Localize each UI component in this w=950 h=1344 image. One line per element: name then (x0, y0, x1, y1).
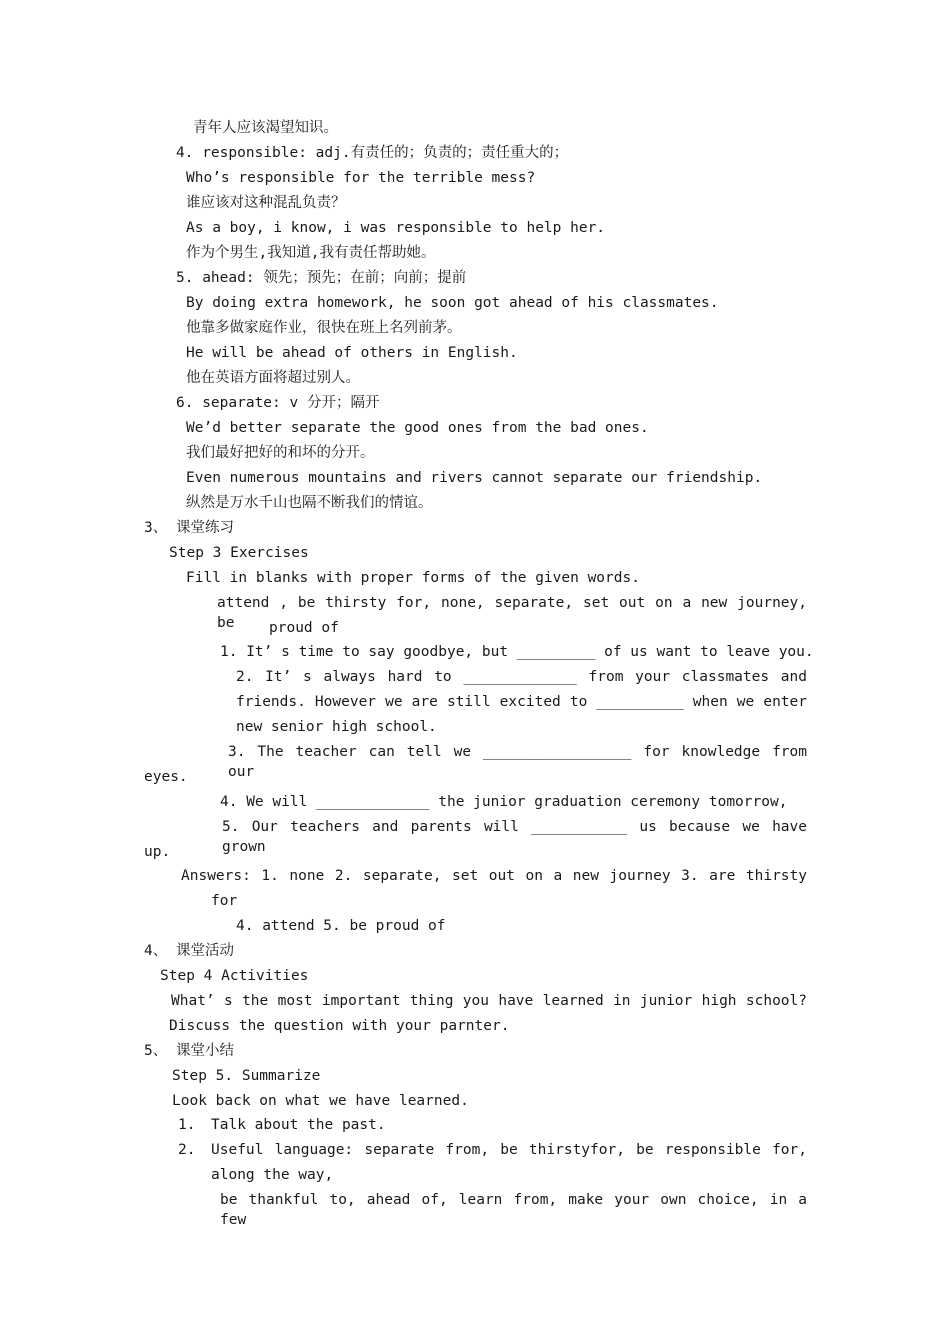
answers-cont: for (211, 893, 238, 909)
example-translation: 他在英语方面将超过别人。 (186, 370, 360, 386)
step-heading: Step 5. Summarize (172, 1068, 321, 1084)
exercise-question-cont: new senior high school. (236, 719, 437, 735)
exercise-question: 2. It’ s always hard to _____________ from your classmates and (236, 669, 807, 685)
exercise-question: 4. We will _____________ the junior graduation ceremony tomorrow, (220, 794, 788, 810)
exercise-question: 5. Our teachers and parents will ___________ us because we have grown (222, 819, 807, 855)
instruction: Fill in blanks with proper forms of the given words. (186, 570, 640, 586)
example-translation: 作为个男生,我知道,我有责任帮助她。 (186, 245, 436, 261)
summary-intro: Look back on what we have learned. (172, 1093, 469, 1109)
exercise-question: 1. It’ s time to say goodbye, but _________ of us want to leave you. (220, 644, 814, 660)
section-title: 4、 课堂活动 (144, 943, 234, 959)
list-number: 1. (178, 1117, 196, 1133)
answers-cont: 4. attend 5. be proud of (236, 918, 446, 934)
list-item: Talk about the past. (211, 1117, 386, 1133)
example-translation: 我们最好把好的和坏的分开。 (186, 445, 375, 461)
example-sentence: We’d better separate the good ones from the bad ones. (186, 420, 649, 436)
exercise-question-cont: friends. However we are still excited to __________ when we enter (236, 694, 807, 710)
vocab-heading-separate: 6. separate: v 分开；隔开 (176, 395, 380, 411)
example-sentence: As a boy, i know, i was responsible to help her. (186, 220, 606, 236)
exercise-question: 3. The teacher can tell we _________________ for knowledge from our (228, 744, 807, 780)
example-sentence: By doing extra homework, he soon got ahead of his classmates. (186, 295, 719, 311)
example-sentence: Even numerous mountains and rivers cannot separate our friendship. (186, 470, 763, 486)
example-sentence: Who’s responsible for the terrible mess? (186, 170, 536, 186)
text-line: 青年人应该渴望知识。 (193, 120, 338, 136)
vocab-heading-responsible: 4. responsible: adj.有责任的；负责的；责任重大的； (176, 145, 569, 161)
exercise-question-cont: eyes. (144, 769, 188, 785)
section-title: 3、 课堂练习 (144, 520, 234, 536)
vocab-heading-ahead: 5. ahead: 领先；预先；在前；向前；提前 (176, 270, 467, 286)
list-item: Useful language: separate from, be thirstyfor, be responsible for, (211, 1142, 807, 1158)
exercise-question-cont: up. (144, 844, 171, 860)
list-item-cont: be thankful to, ahead of, learn from, make your own choice, in a few (220, 1192, 807, 1228)
example-translation: 谁应该对这种混乱负责？ (186, 195, 346, 211)
list-item-cont: along the way, (211, 1167, 334, 1183)
step-heading: Step 3 Exercises (169, 545, 309, 561)
activity-instruction: Discuss the question with your parnter. (169, 1018, 510, 1034)
step-heading: Step 4 Activities (160, 968, 309, 984)
word-bank-cont: proud of (269, 620, 339, 636)
example-translation: 他靠多做家庭作业，很快在班上名列前茅。 (186, 320, 462, 336)
example-translation: 纵然是万水千山也隔不断我们的情谊。 (186, 495, 433, 511)
answers: Answers: 1. none 2. separate, set out on a new journey 3. are thirsty (181, 868, 807, 884)
activity-question: What’ s the most important thing you have learned in junior high school? (171, 993, 807, 1009)
section-title: 5、 课堂小结 (144, 1043, 234, 1059)
list-number: 2. (178, 1142, 196, 1158)
example-sentence: He will be ahead of others in English. (186, 345, 518, 361)
word-bank: attend , be thirsty for, none, separate, set out on a new journey, be (217, 595, 807, 631)
